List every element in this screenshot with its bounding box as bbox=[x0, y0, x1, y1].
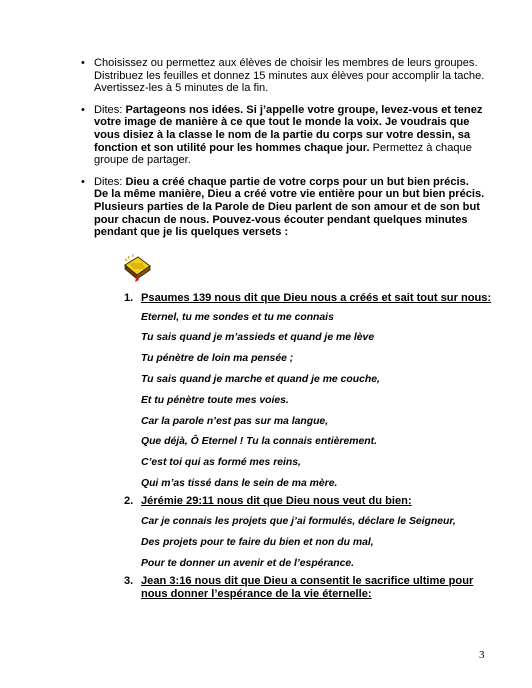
plain-text: Dites: bbox=[94, 103, 126, 116]
scripture-section bbox=[124, 495, 494, 570]
verse-sections bbox=[124, 292, 494, 600]
bullet-paragraph bbox=[81, 57, 486, 95]
section-heading-text: Jean 3:16 nous dit que Dieu a consentit le sacrifice ultime pour nous donner l’espérance de la vie éternelle: bbox=[141, 575, 474, 600]
verse-line: Des projets pour te faire du bien et non du mal, bbox=[141, 536, 374, 548]
verse-line: Et tu pénètre toute mes voies. bbox=[141, 394, 289, 406]
plain-text: Choisissez ou permettez aux élèves de choisir les membres de leurs groupes. Distribuez les feuilles et donnez 15 minutes aux élèves pour accomplir la tache. Avertissez-les à 5 minutes de la fin. bbox=[94, 57, 485, 95]
bullet-text bbox=[94, 104, 486, 167]
verse-line: Tu pénètre de loin ma pensée ; bbox=[141, 353, 294, 365]
verse-line: Car je connais les projets que j’ai formulés, déclare le Seigneur, bbox=[141, 516, 456, 528]
verse-line: Car la parole n’est pas sur ma langue, bbox=[141, 415, 329, 427]
scripture-heading bbox=[124, 292, 494, 305]
verse-line: Tu sais quand je m’assieds et quand je me lève bbox=[141, 332, 375, 344]
verse-line: Tu sais quand je marche et quand je me couche, bbox=[141, 373, 380, 385]
scripture-section bbox=[124, 575, 494, 600]
section-heading-text: Psaumes 139 nous dit que Dieu nous a créés et sait tout sur nous: bbox=[141, 292, 492, 304]
bullet-paragraph bbox=[81, 175, 486, 239]
bold-text: Partageons nos idées. Si j’appelle votre groupe, levez-vous et tenez votre image de manière à ce que tout le monde la voix. Je voudrais que vous disiez à la classe le nom de la partie du corps sur votre dessin, sa fonction et son utilité pour les hommes chaque jour. bbox=[94, 103, 483, 154]
plain-text: Permettez à chaque groupe de partager. bbox=[94, 141, 472, 167]
verse-line: Que déjà, Ô Eternel ! Tu la connais entièrement. bbox=[141, 436, 377, 448]
scripture-heading bbox=[124, 495, 494, 508]
bullet-list bbox=[81, 57, 486, 248]
bullet-dot: • bbox=[81, 103, 85, 116]
bold-text: Dieu a créé chaque partie de votre corps pour un but bien précis. De la même manière, Dieu a créé votre vie entière pour un but bien précis. Plusieurs parties de la Parole de Dieu parlent de son amour et de son but pour chacun de nous. Pouvez-vous écouter pendant quelques minutes pendant que je lis quelques versets : bbox=[94, 175, 485, 239]
verse-line: C’est toi qui as formé mes reins, bbox=[141, 457, 301, 469]
bullet-paragraph bbox=[81, 103, 486, 167]
bible-book-icon bbox=[122, 253, 152, 283]
scripture-section bbox=[124, 292, 494, 490]
section-number: 2. bbox=[124, 495, 134, 508]
verse-line: Eternel, tu me sondes et tu me connais bbox=[141, 311, 334, 323]
plain-text: Dites: bbox=[94, 175, 126, 188]
verse-line: Pour te donner un avenir et de l’espérance. bbox=[141, 557, 355, 569]
bullet-text bbox=[94, 57, 486, 95]
section-number: 1. bbox=[124, 292, 134, 304]
bullet-text bbox=[94, 176, 486, 239]
section-number: 3. bbox=[124, 575, 134, 588]
bullet-dot: • bbox=[81, 175, 85, 188]
bullet-dot: • bbox=[81, 57, 85, 69]
page-number: 3 bbox=[479, 649, 485, 661]
section-heading-text: Jérémie 29:11 nous dit que Dieu nous veut du bien: bbox=[141, 495, 412, 508]
scripture-heading bbox=[124, 575, 494, 600]
verse-line: Qui m’as tissé dans le sein de ma mère. bbox=[141, 477, 338, 489]
